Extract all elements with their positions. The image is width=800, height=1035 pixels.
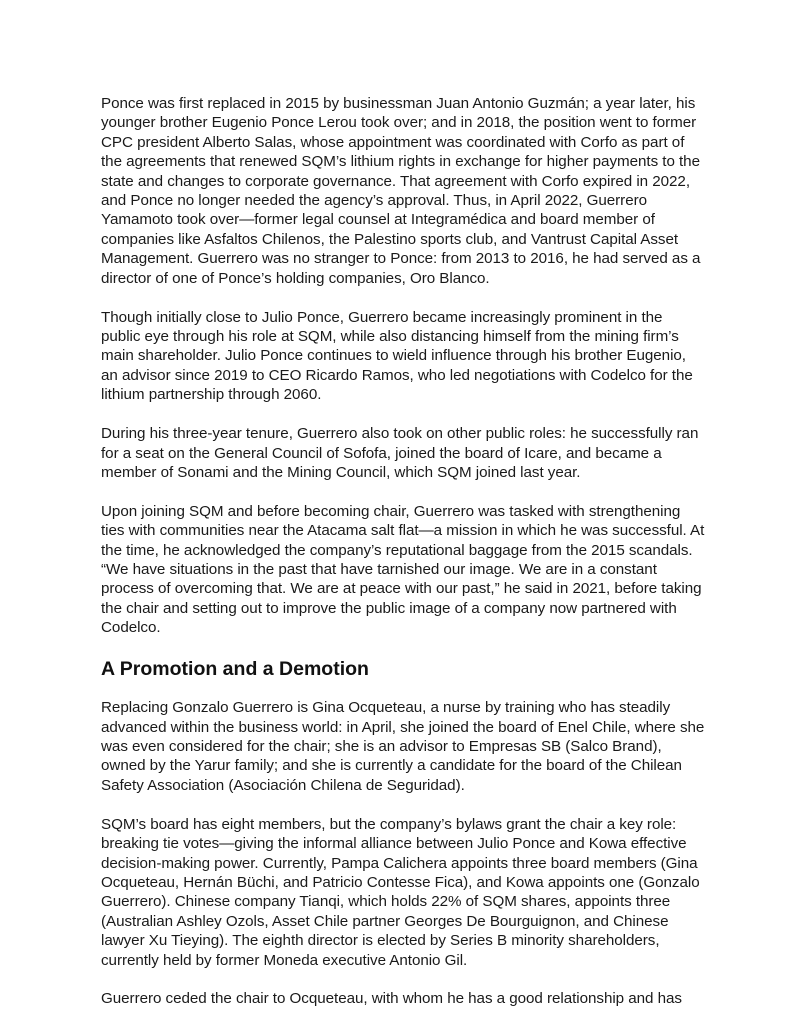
paragraph-public-roles: During his three-year tenure, Guerrero also took on other public roles: he successfully ran for a seat on the General Council of Sofofa, joined the board of Icare, and became a member of Sonami and the Mining Council, which SQM joined last year. (101, 425, 699, 481)
paragraph-chair-ceded: Guerrero ceded the chair to Ocqueteau, with whom he has a good relationship and has (101, 990, 682, 1008)
paragraph-communities: Upon joining SQM and before becoming chair, Guerrero was tasked with strengthening ties with communities near the Atacama salt flat—a mission in which he was successful. At the time, he acknowledged the company’s reputational baggage from the 2015 scandals. “We have situations in the past that have tarnished our image. We are in a constant process of overcoming that. We are at peace with our past,” he said in 2021, before taking the chair and setting out to improve the public image of a company now partnered with Codelco. (101, 502, 705, 637)
paragraph-guerrero-prominence: Though initially close to Julio Ponce, Guerrero became increasingly prominent in the public eye through his role at SQM, while also distancing himself from the mining firm’s main shareholder. Julio Ponce continues to wield influence through his brother Eugenio, an advisor since 2019 to CEO Ricardo Ramos, who led negotiations with Codelco for the lithium partnership through 2060. (101, 308, 693, 404)
paragraph-ocqueteau: Replacing Gonzalo Guerrero is Gina Ocqueteau, a nurse by training who has steadily advanced within the business world: in April, she joined the board of Enel Chile, where she was even considered for the chair; she is an advisor to Empresas SB (Salco Brand), owned by the Yarur family; and she is currently a candidate for the board of the Chilean Safety Association (Asociación Chilena de Seguridad). (101, 699, 705, 794)
section-heading: A Promotion and a Demotion (101, 658, 369, 681)
paragraph-board-composition: SQM’s board has eight members, but the company’s bylaws grant the chair a key role: breaking tie votes—giving the informal alliance between Julio Ponce and Kowa effective decision-making power. Currently, Pampa Calichera appoints three board members (Gina Ocqueteau, Hernán Büchi, and Patricio Contesse Fica), and Kowa appoints one (Gonzalo Guerrero). Chinese company Tianqi, which holds 22% of SQM shares, appoints three (Australian Ashley Ozols, Asset Chile partner Georges De Bourguignon, and Chinese lawyer Xu Tieying). The eighth director is elected by Series B minority shareholders, currently held by former Moneda executive Antonio Gil. (101, 815, 700, 969)
article-body (101, 94, 705, 1028)
paragraph-guzman-succession: Ponce was first replaced in 2015 by businessman Juan Antonio Guzmán; a year later, his younger brother Eugenio Ponce Lerou took over; and in 2018, the position went to former CPC president Alberto Salas, whose appointment was coordinated with Corfo as part of the agreements that renewed SQM’s lithium rights in exchange for higher payments to the state and changes to corporate governance. That agreement with Corfo expired in 2022, and Ponce no longer needed the agency’s approval. Thus, in April 2022, Guerrero Yamamoto took over—former legal counsel at Integramédica and board member of companies like Asfaltos Chilenos, the Palestino sports club, and Vantrust Capital Asset Management. Guerrero was no stranger to Ponce: from 2013 to 2016, he had served as a director of one of Ponce’s holding companies, Oro Blanco. (101, 95, 701, 287)
